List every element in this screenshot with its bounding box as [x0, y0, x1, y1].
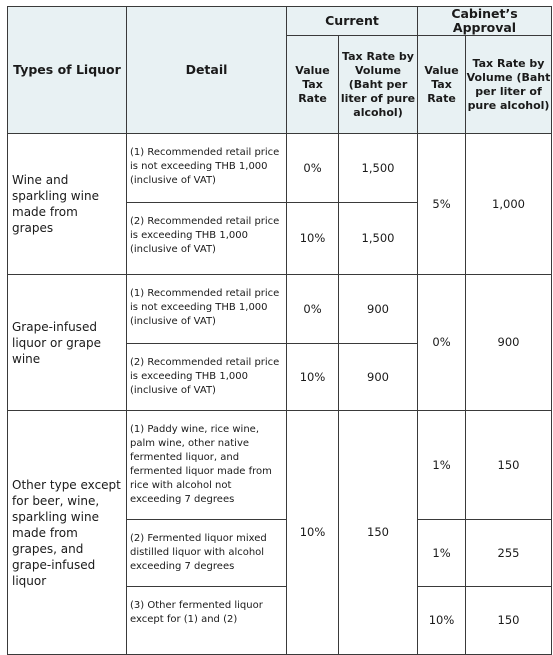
- current-volume-cell: 1,500: [339, 203, 418, 275]
- current-volume-cell: 900: [339, 344, 418, 411]
- header-types-of-liquor: Types of Liquor: [8, 7, 127, 134]
- liquor-type-cell: Other type except for beer, wine, sparkling wine made from grapes, and grape-infused liquor: [8, 411, 127, 655]
- cabinet-value-cell: 1%: [418, 411, 466, 520]
- detail-cell: (1) Recommended retail price is not exceeding THB 1,000 (inclusive of VAT): [127, 275, 287, 344]
- current-volume-cell: 900: [339, 275, 418, 344]
- liquor-type-cell: Wine and sparkling wine made from grapes: [8, 134, 127, 275]
- liquor-tax-table: [7, 6, 552, 655]
- cabinet-value-cell: 10%: [418, 587, 466, 655]
- header-cabinet-value-tax-rate: Value Tax Rate: [418, 36, 466, 134]
- current-value-cell: 10%: [287, 203, 339, 275]
- header-current: Current: [287, 7, 418, 36]
- table-row: [8, 411, 552, 520]
- detail-cell: (1) Recommended retail price is not exceeding THB 1,000 (inclusive of VAT): [127, 134, 287, 203]
- header-current-volume-tax-rate: Tax Rate by Volume (Baht per liter of pure alcohol): [339, 36, 418, 134]
- cabinet-volume-cell: 255: [466, 520, 552, 587]
- cabinet-value-cell: 0%: [418, 275, 466, 411]
- header-cabinet-approval: Cabinet’s Approval: [418, 7, 552, 36]
- detail-cell: (2) Recommended retail price is exceeding THB 1,000 (inclusive of VAT): [127, 203, 287, 275]
- current-volume-cell: 1,500: [339, 134, 418, 203]
- detail-cell: (2) Fermented liquor mixed distilled liquor with alcohol exceeding 7 degrees: [127, 520, 287, 587]
- cabinet-volume-cell: 150: [466, 411, 552, 520]
- header-detail: Detail: [127, 7, 287, 134]
- current-value-cell: 0%: [287, 134, 339, 203]
- cabinet-value-cell: 5%: [418, 134, 466, 275]
- detail-cell: (1) Paddy wine, rice wine, palm wine, other native fermented liquor, and fermented liquor made from rice with alcohol not exceeding 7 degrees: [127, 411, 287, 520]
- cabinet-volume-cell: 150: [466, 587, 552, 655]
- current-value-cell: 10%: [287, 411, 339, 655]
- liquor-type-cell: Grape-infused liquor or grape wine: [8, 275, 127, 411]
- cabinet-volume-cell: 1,000: [466, 134, 552, 275]
- current-value-cell: 0%: [287, 275, 339, 344]
- detail-cell: (3) Other fermented liquor except for (1) and (2): [127, 587, 287, 655]
- table-row: [8, 275, 552, 344]
- cabinet-volume-cell: 900: [466, 275, 552, 411]
- header-cabinet-volume-tax-rate: Tax Rate by Volume (Baht per liter of pure alcohol): [466, 36, 552, 134]
- detail-cell: (2) Recommended retail price is exceeding THB 1,000 (inclusive of VAT): [127, 344, 287, 411]
- current-value-cell: 10%: [287, 344, 339, 411]
- current-volume-cell: 150: [339, 411, 418, 655]
- cabinet-value-cell: 1%: [418, 520, 466, 587]
- table-row: [8, 134, 552, 203]
- header-current-value-tax-rate: Value Tax Rate: [287, 36, 339, 134]
